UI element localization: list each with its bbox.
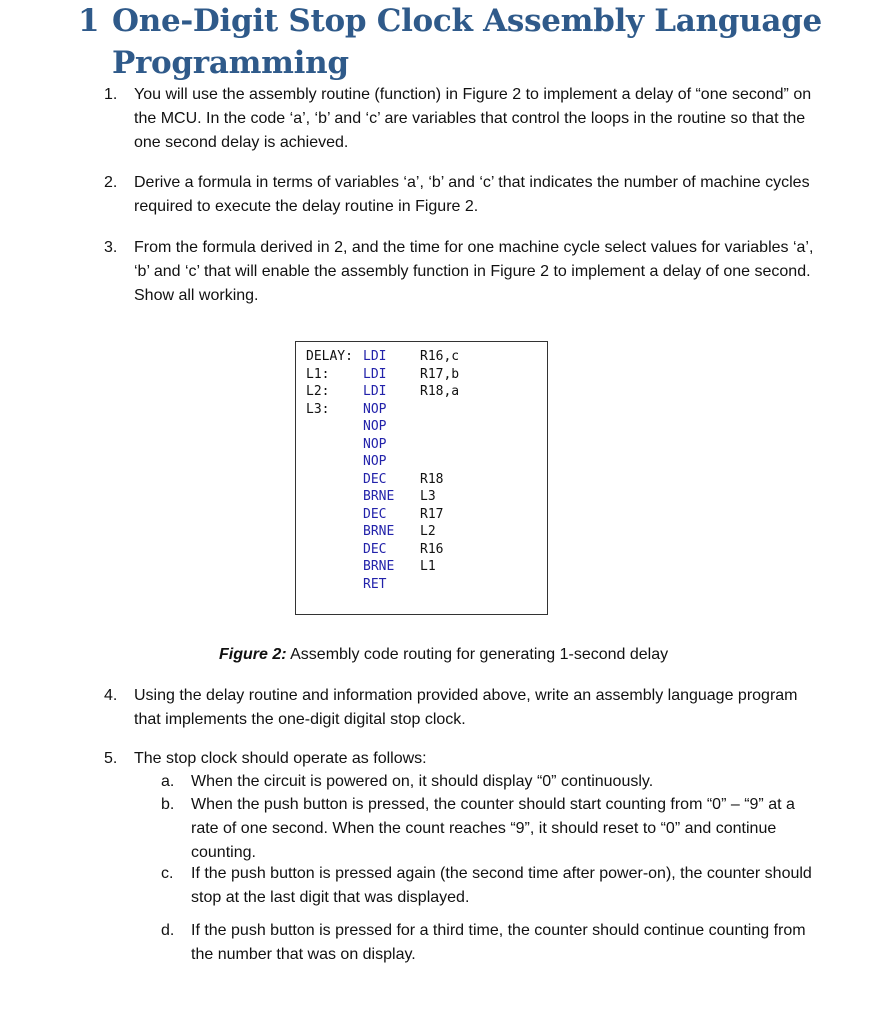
code-opcode: NOP [363,454,387,469]
code-operand: R18,a [420,384,460,399]
item-text: Derive a formula in terms of variables ‘a’, ‘b’ and ‘c’ that indicates the number of machine cycles required to execute the delay routine in Figure 2. [134,174,810,215]
code-opcode: NOP [363,419,387,434]
code-line [306,506,459,524]
figure-caption [219,644,668,666]
code-label [306,576,363,594]
item-number: 4. [104,687,118,704]
code-line [306,348,459,366]
code-line [306,558,459,576]
section-title-line1: One-Digit Stop Clock Assembly Language [112,3,822,39]
code-label [306,558,363,576]
code-opcode: BRNE [363,524,395,539]
code-operand: R18 [420,471,444,487]
code-line [306,523,459,541]
item-number: 2. [104,174,118,191]
item-number: 5. [104,750,118,767]
sub-item-letter: d. [161,922,175,939]
code-line [306,366,459,384]
section-number: 1 [78,3,100,39]
code-label [306,541,363,559]
code-label [306,506,363,524]
code-opcode: NOP [363,436,387,452]
code-opcode: DEC [363,471,387,487]
code-opcode: LDI [363,366,387,382]
code-line [306,453,459,471]
code-label: L1: [306,366,330,382]
item-text: You will use the assembly routine (function) in Figure 2 to implement a delay of “one second” on the MCU. In the code ‘a’, ‘b’ and ‘c’ are variables that control the loops in the routine so that the one second delay is achieved. [134,86,812,151]
code-opcode: DEC [363,541,387,557]
code-opcode: BRNE [363,559,395,574]
code-label: L3: [306,401,330,417]
code-opcode: NOP [363,401,387,417]
sub-item-text: If the push button is pressed again (the second time after power-on), the counter should stop at the last digit that was displayed. [191,865,812,906]
code-line [306,436,459,454]
sub-item-text: When the circuit is powered on, it should display “0” continuously. [191,773,654,790]
sub-item-text: If the push button is pressed for a third time, the counter should continue counting from the number that was on display. [191,922,806,963]
sub-item-c [161,862,821,910]
sub-item-letter: a. [161,773,175,790]
item-number: 1. [104,86,118,103]
code-label [306,523,363,541]
sub-item-text: When the push button is pressed, the counter should start counting from “0” – “9” at a rate of one second. When the count reaches “9”, it should reset to “0” and continue counting. [191,796,795,861]
code-line [306,488,459,506]
section-title-line2: Programming [112,45,349,81]
sub-item-letter: c. [161,865,174,882]
sub-item-d [161,919,821,967]
code-operand: R17,b [420,366,460,382]
code-label: L2: [306,384,330,399]
sub-item-a [161,770,821,794]
code-opcode: BRNE [363,489,395,504]
caption-text: Assembly code routing for generating 1-second delay [286,646,669,663]
code-operand: R16,c [420,349,460,364]
code-line [306,401,459,419]
code-operand: L3 [420,489,436,504]
code-label [306,471,363,489]
code-line [306,576,459,594]
list-item-3 [104,236,820,308]
item-number: 3. [104,239,118,256]
code-opcode: LDI [363,349,387,364]
sub-item-letter: b. [161,796,175,813]
code-label [306,453,363,471]
code-label [306,488,363,506]
list-item-1 [104,83,820,155]
code-label [306,418,363,436]
code-figure [295,341,548,615]
code-label: DELAY: [306,349,353,364]
list-item-2 [104,171,820,219]
assembly-code [306,348,459,593]
code-line [306,418,459,436]
code-opcode: RET [363,576,387,592]
code-operand: R17 [420,506,444,522]
code-operand: R16 [420,541,444,557]
list-item-4 [104,684,820,732]
sub-item-b [161,793,821,865]
code-opcode: DEC [363,506,387,522]
item-text: The stop clock should operate as follows: [134,750,427,767]
code-opcode: LDI [363,384,387,399]
code-label [306,436,363,454]
code-operand: L2 [420,524,436,539]
item-text: Using the delay routine and information provided above, write an assembly language program that implements the one-digit digital stop clock. [134,687,798,728]
code-line [306,471,459,489]
section-heading [78,0,858,84]
item-text: From the formula derived in 2, and the time for one machine cycle select values for variables ‘a’, ‘b’ and ‘c’ that will enable the assembly function in Figure 2 to implement a delay of one second. Show all working. [134,239,814,304]
caption-label: Figure 2: [219,646,287,663]
code-line [306,383,459,401]
code-line [306,541,459,559]
code-operand: L1 [420,559,436,574]
list-item-5 [104,747,820,771]
